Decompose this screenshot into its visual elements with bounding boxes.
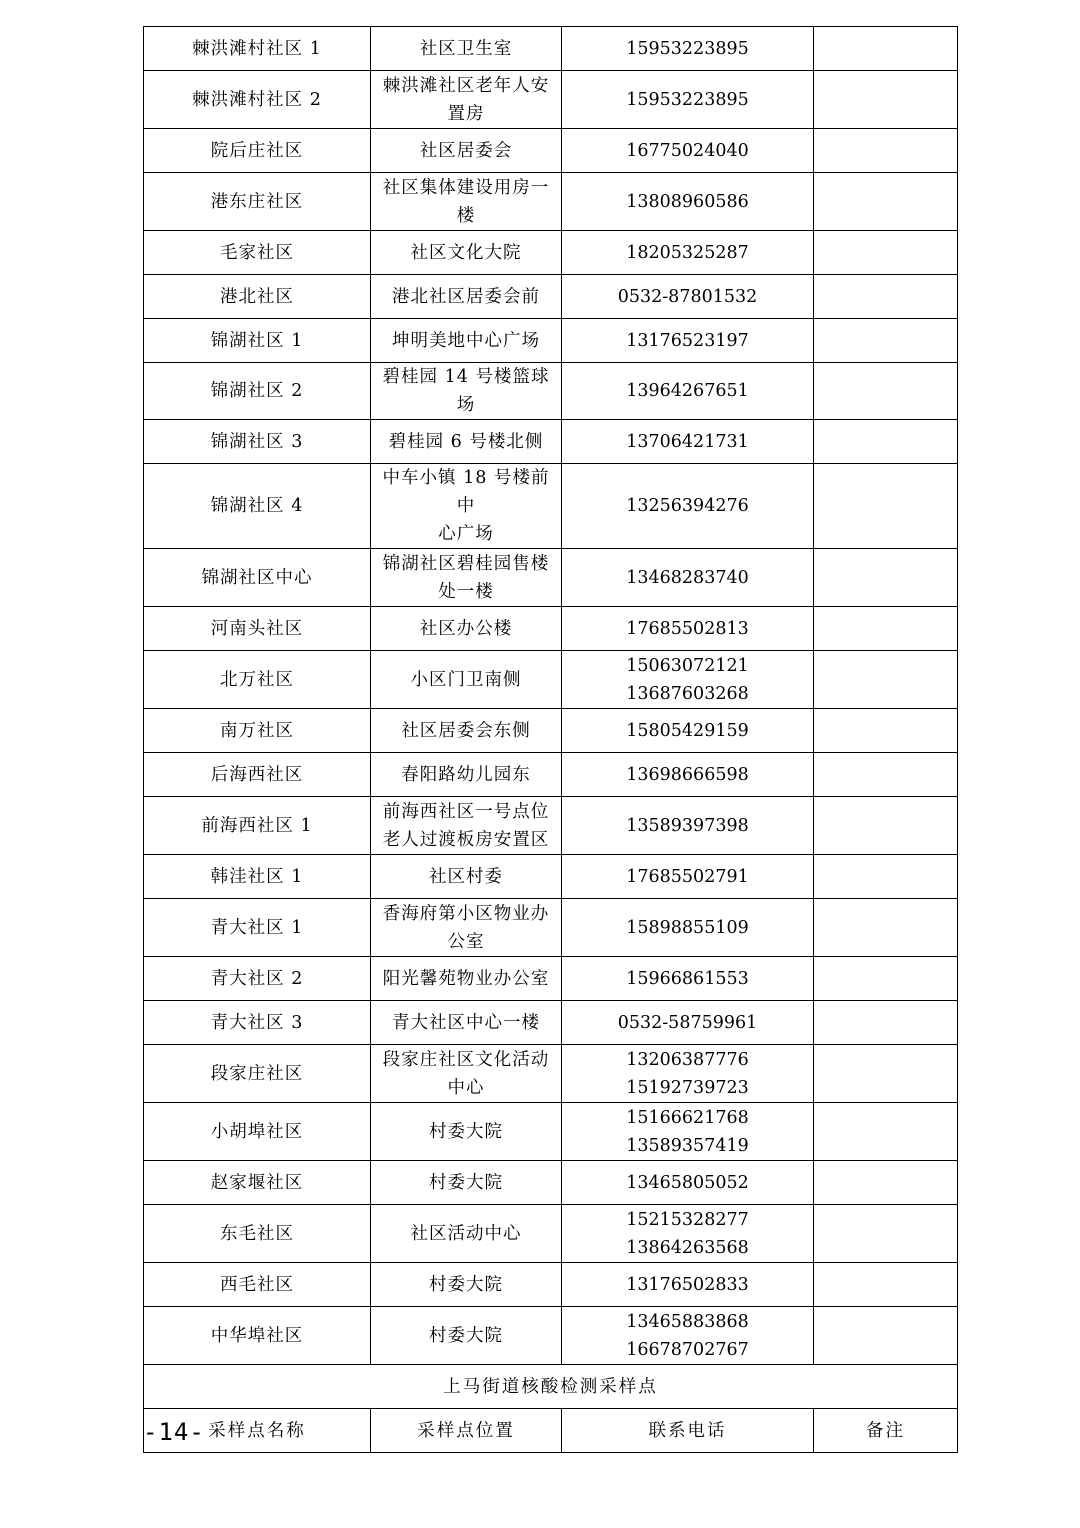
site-name-cell: 棘洪滩村社区 2 xyxy=(144,71,371,129)
phone-cell xyxy=(562,27,814,71)
table-row xyxy=(144,275,958,319)
site-location-cell xyxy=(371,1161,562,1205)
phone-number: 0532-87801532 xyxy=(617,286,758,307)
note-cell xyxy=(814,129,958,173)
phone-number: 15898855109 xyxy=(626,917,749,938)
table-row xyxy=(144,129,958,173)
location-line: 坤明美地中心广场 xyxy=(392,330,540,351)
phone-number: 13808960586 xyxy=(626,191,749,212)
location-line: 小区门卫南侧 xyxy=(410,669,522,690)
phone-number: 15953223895 xyxy=(626,89,749,110)
site-name-cell: 锦湖社区 2 xyxy=(144,363,371,420)
site-name-cell: 青大社区 2 xyxy=(144,957,371,1001)
table-row xyxy=(144,1307,958,1365)
location-line: 社区居委会东侧 xyxy=(401,720,531,741)
table-row xyxy=(144,1045,958,1103)
page-number: -14- xyxy=(143,1418,205,1446)
location-line: 老人过渡板房安置区 xyxy=(382,829,550,850)
location-line: 前海西社区一号点位 xyxy=(382,801,550,822)
site-name-cell: 港北社区 xyxy=(144,275,371,319)
phone-cell xyxy=(562,1103,814,1161)
site-location-cell xyxy=(371,319,562,363)
note-cell xyxy=(814,1045,958,1103)
table-row xyxy=(144,319,958,363)
location-line: 社区村委 xyxy=(429,866,503,887)
location-line: 社区文化大院 xyxy=(410,242,522,263)
location-line: 碧桂园 6 号楼北侧 xyxy=(388,431,544,452)
phone-cell xyxy=(562,71,814,129)
table-row xyxy=(144,420,958,464)
phone-cell xyxy=(562,855,814,899)
location-line: 心广场 xyxy=(438,524,494,544)
note-cell xyxy=(814,709,958,753)
note-cell xyxy=(814,753,958,797)
site-location-cell xyxy=(371,129,562,173)
location-line: 青大社区中心一楼 xyxy=(392,1012,540,1033)
site-name-cell: 毛家社区 xyxy=(144,231,371,275)
table-row xyxy=(144,1263,958,1307)
location-line: 村委大院 xyxy=(429,1121,503,1142)
phone-cell xyxy=(562,1307,814,1365)
note-cell xyxy=(814,27,958,71)
phone-number: 15166621768 xyxy=(626,1107,749,1128)
location-line: 港北社区居委会前 xyxy=(392,286,540,307)
note-cell xyxy=(814,1103,958,1161)
location-line: 村委大院 xyxy=(429,1172,503,1193)
site-location-cell xyxy=(371,275,562,319)
site-location-cell xyxy=(371,231,562,275)
phone-number: 0532-58759961 xyxy=(617,1012,758,1033)
table-row xyxy=(144,27,958,71)
phone-cell xyxy=(562,753,814,797)
site-location-cell xyxy=(371,173,562,231)
site-name-cell: 后海西社区 xyxy=(144,753,371,797)
phone-cell xyxy=(562,957,814,1001)
note-cell xyxy=(814,855,958,899)
site-name-cell: 前海西社区 1 xyxy=(144,797,371,855)
table-row xyxy=(144,753,958,797)
phone-cell xyxy=(562,363,814,420)
table-row xyxy=(144,651,958,709)
table-row xyxy=(144,363,958,420)
table-row xyxy=(144,71,958,129)
site-name-cell: 韩洼社区 1 xyxy=(144,855,371,899)
note-cell xyxy=(814,957,958,1001)
phone-cell xyxy=(562,1205,814,1263)
site-name-cell: 小胡埠社区 xyxy=(144,1103,371,1161)
location-line: 中车小镇 18 号楼前中 xyxy=(382,468,550,516)
table-row xyxy=(144,549,958,607)
location-line: 村委大院 xyxy=(429,1325,503,1346)
phone-number: 15063072121 xyxy=(626,655,749,676)
site-location-cell xyxy=(371,1103,562,1161)
phone-cell xyxy=(562,899,814,957)
note-cell xyxy=(814,1001,958,1045)
table-body xyxy=(144,27,958,1365)
phone-number: 13964267651 xyxy=(626,381,749,401)
phone-number: 13465805052 xyxy=(626,1172,749,1193)
site-location-cell xyxy=(371,1307,562,1365)
site-location-cell xyxy=(371,71,562,129)
phone-cell xyxy=(562,231,814,275)
site-location-cell xyxy=(371,855,562,899)
phone-number: 17685502813 xyxy=(626,618,749,639)
phone-cell xyxy=(562,319,814,363)
phone-cell xyxy=(562,1001,814,1045)
note-cell xyxy=(814,1307,958,1365)
site-name-cell: 中华埠社区 xyxy=(144,1307,371,1365)
header-note: 备注 xyxy=(814,1409,958,1453)
phone-number: 15215328277 xyxy=(626,1209,749,1230)
phone-number: 13206387776 xyxy=(626,1049,749,1070)
location-line: 阳光馨苑物业办公室 xyxy=(382,968,550,989)
phone-cell xyxy=(562,651,814,709)
phone-cell xyxy=(562,173,814,231)
site-location-cell xyxy=(371,797,562,855)
site-location-cell xyxy=(371,753,562,797)
sampling-site-table-container xyxy=(143,26,958,1453)
location-line: 社区卫生室 xyxy=(419,38,513,59)
location-line: 段家庄社区文化活动 xyxy=(382,1049,550,1070)
header-name: 采样点名称 xyxy=(144,1409,371,1453)
location-line: 中心 xyxy=(447,1077,485,1098)
table-row xyxy=(144,1161,958,1205)
site-name-cell: 青大社区 1 xyxy=(144,899,371,957)
phone-number: 13589397398 xyxy=(626,815,749,836)
note-cell xyxy=(814,1161,958,1205)
note-cell xyxy=(814,549,958,607)
table-row xyxy=(144,855,958,899)
phone-cell xyxy=(562,1161,814,1205)
location-line: 处一楼 xyxy=(438,581,494,602)
site-name-cell: 锦湖社区 4 xyxy=(144,464,371,549)
phone-cell xyxy=(562,464,814,549)
site-location-cell xyxy=(371,1205,562,1263)
phone-number: 13589357419 xyxy=(626,1135,749,1156)
phone-number: 15192739723 xyxy=(626,1077,749,1098)
phone-cell xyxy=(562,1263,814,1307)
table-row xyxy=(144,797,958,855)
site-name-cell: 东毛社区 xyxy=(144,1205,371,1263)
phone-number: 15953223895 xyxy=(626,38,749,59)
phone-cell xyxy=(562,607,814,651)
phone-number: 13706421731 xyxy=(626,431,749,452)
phone-cell xyxy=(562,797,814,855)
table-row xyxy=(144,899,958,957)
phone-cell xyxy=(562,549,814,607)
site-name-cell: 院后庄社区 xyxy=(144,129,371,173)
site-name-cell: 港东庄社区 xyxy=(144,173,371,231)
note-cell xyxy=(814,71,958,129)
note-cell xyxy=(814,464,958,549)
location-line: 社区集体建设用房一 xyxy=(382,177,550,198)
phone-number: 15805429159 xyxy=(626,720,749,741)
site-location-cell xyxy=(371,651,562,709)
section-title: 上马街道核酸检测采样点 xyxy=(144,1365,958,1409)
note-cell xyxy=(814,231,958,275)
site-location-cell xyxy=(371,464,562,549)
location-line: 香海府第小区物业办 xyxy=(382,903,550,924)
note-cell xyxy=(814,899,958,957)
section-row xyxy=(144,1365,958,1409)
phone-number: 13687603268 xyxy=(626,683,749,704)
location-line: 锦湖社区碧桂园售楼 xyxy=(382,553,550,574)
phone-number: 13468283740 xyxy=(626,567,749,588)
table-row xyxy=(144,231,958,275)
note-cell xyxy=(814,607,958,651)
sampling-site-table xyxy=(143,26,958,1453)
location-line: 公室 xyxy=(447,931,485,952)
site-location-cell xyxy=(371,363,562,420)
phone-number: 13465883868 xyxy=(626,1311,749,1332)
site-location-cell xyxy=(371,1045,562,1103)
location-line: 碧桂园 14 号楼篮球场 xyxy=(382,367,550,415)
site-location-cell xyxy=(371,27,562,71)
location-line: 村委大院 xyxy=(429,1274,503,1295)
note-cell xyxy=(814,1263,958,1307)
table-row xyxy=(144,957,958,1001)
site-location-cell xyxy=(371,420,562,464)
site-location-cell xyxy=(371,1001,562,1045)
note-cell xyxy=(814,173,958,231)
table-row xyxy=(144,709,958,753)
phone-number: 16678702767 xyxy=(626,1339,749,1360)
site-location-cell xyxy=(371,1263,562,1307)
location-line: 社区居委会 xyxy=(419,140,513,161)
phone-number: 13864263568 xyxy=(626,1237,749,1258)
site-location-cell xyxy=(371,957,562,1001)
phone-number: 15966861553 xyxy=(626,968,749,989)
site-name-cell: 河南头社区 xyxy=(144,607,371,651)
site-name-cell: 青大社区 3 xyxy=(144,1001,371,1045)
phone-cell xyxy=(562,709,814,753)
table-row xyxy=(144,464,958,549)
phone-number: 17685502791 xyxy=(626,866,749,887)
phone-cell xyxy=(562,129,814,173)
phone-cell xyxy=(562,420,814,464)
location-line: 社区办公楼 xyxy=(419,618,513,639)
site-name-cell: 锦湖社区 1 xyxy=(144,319,371,363)
phone-number: 13176523197 xyxy=(626,330,749,351)
note-cell xyxy=(814,651,958,709)
phone-number: 13256394276 xyxy=(626,496,749,516)
note-cell xyxy=(814,420,958,464)
table-row xyxy=(144,1205,958,1263)
site-name-cell: 段家庄社区 xyxy=(144,1045,371,1103)
note-cell xyxy=(814,363,958,420)
phone-cell xyxy=(562,275,814,319)
note-cell xyxy=(814,275,958,319)
site-name-cell: 北万社区 xyxy=(144,651,371,709)
site-name-cell: 锦湖社区中心 xyxy=(144,549,371,607)
table-row xyxy=(144,173,958,231)
note-cell xyxy=(814,1205,958,1263)
table-row xyxy=(144,1103,958,1161)
site-name-cell: 赵家堰社区 xyxy=(144,1161,371,1205)
site-location-cell xyxy=(371,709,562,753)
phone-cell xyxy=(562,1045,814,1103)
phone-number: 13176502833 xyxy=(626,1274,749,1295)
location-line: 置房 xyxy=(447,103,485,124)
header-phone: 联系电话 xyxy=(562,1409,814,1453)
header-location: 采样点位置 xyxy=(371,1409,562,1453)
location-line: 春阳路幼儿园东 xyxy=(401,764,531,785)
site-location-cell xyxy=(371,607,562,651)
table-row xyxy=(144,607,958,651)
location-line: 棘洪滩社区老年人安 xyxy=(382,75,550,96)
table-row xyxy=(144,1001,958,1045)
site-name-cell: 锦湖社区 3 xyxy=(144,420,371,464)
site-location-cell xyxy=(371,549,562,607)
note-cell xyxy=(814,797,958,855)
phone-number: 16775024040 xyxy=(626,140,749,161)
header-row xyxy=(144,1409,958,1453)
phone-number: 18205325287 xyxy=(626,242,749,263)
site-name-cell: 南万社区 xyxy=(144,709,371,753)
location-line: 社区活动中心 xyxy=(410,1223,522,1244)
site-name-cell: 西毛社区 xyxy=(144,1263,371,1307)
note-cell xyxy=(814,319,958,363)
site-name-cell: 棘洪滩村社区 1 xyxy=(144,27,371,71)
location-line: 楼 xyxy=(456,205,476,226)
site-location-cell xyxy=(371,899,562,957)
phone-number: 13698666598 xyxy=(626,764,749,785)
